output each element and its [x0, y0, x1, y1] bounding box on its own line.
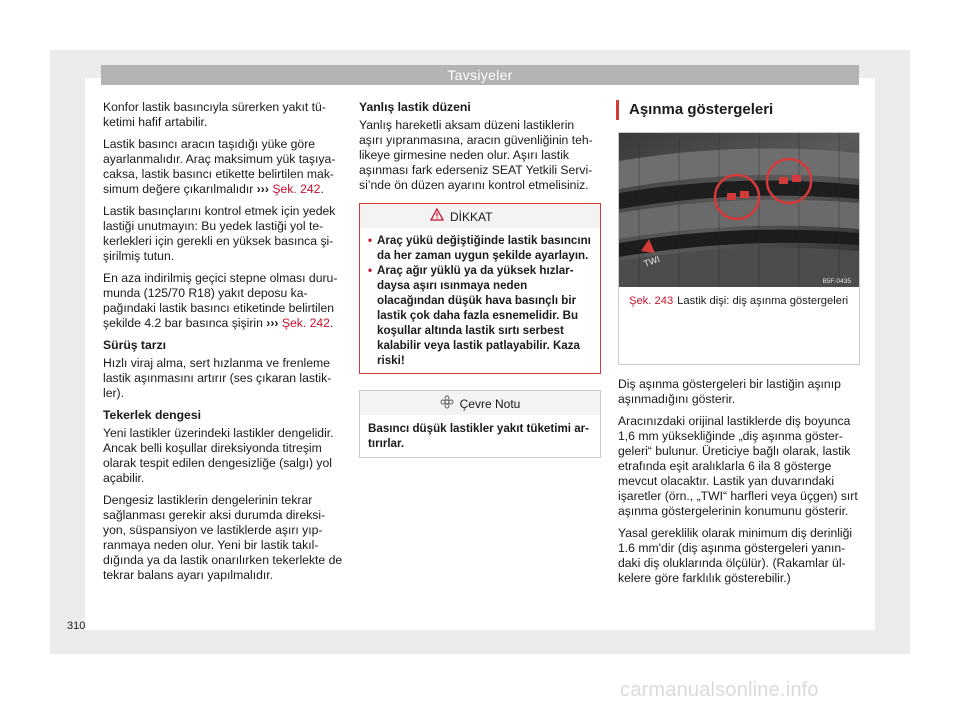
tire-tread-photo	[619, 133, 859, 287]
figure-link[interactable]: Şek. 242	[281, 316, 330, 330]
paragraph: Aracınızdaki orijinal lastiklerde diş boyunca 1,6 mm yüksekliğinde „diş aşınma göstergeleri“ bulunur. Üreticiye bağlı olarak, lastik etrafında eşit aralıklarla 6 ila 8 gösterge mevcut olacaktır. Lastik yan duvarındaki işaretler (örn., „TWI“ harfleri veya üçgen) sırt aşınma göstergelerinin konumunu gösterir.	[618, 414, 858, 518]
column-right	[618, 100, 860, 593]
paragraph: Yasal gereklilik olarak minimum diş derinliği 1.6 mm'dir (diş aşınma göstergeleri yanındaki diş oluklarında ölçülür). (Rakamlar ülkelere göre farklılık gösterebilir.)	[618, 526, 853, 585]
figure-link[interactable]: Şek. 242	[272, 182, 321, 196]
note-header	[360, 391, 600, 415]
triple-chevron-icon: ›››	[256, 182, 269, 196]
chapter-header: Tavsiyeler	[101, 65, 859, 85]
bullet-icon: •	[368, 234, 373, 247]
warning-triangle-icon	[430, 208, 444, 225]
paragraph: Hızlı viraj alma, sert hızlanma ve frenleme lastik aşınmasını artırır (ses çıkaran lastikler).	[103, 356, 332, 400]
note-text: Basıncı düşük lastikler yakıt tüketimi artırırlar.	[368, 422, 590, 450]
warning-item: • Araç yükü değiştiğinde lastik basıncını da her zaman uygun şekilde ayarlayın.	[368, 234, 591, 262]
triple-chevron-icon: ›››	[266, 316, 279, 330]
bullet-icon: •	[368, 264, 373, 277]
warning-body	[360, 228, 600, 373]
paragraph: Dengesiz lastiklerin dengelerinin tekrar sağlanması gerekir aksi durumda direksiyon, süspansiyon ve lastiklerde aşırı yıpranmaya neden olur. Yeni bir lastik takıldığında ya da lastik onarılırken tekerlekte de tekrar balans ayarı yapılmalıdır.	[103, 493, 343, 582]
subheading: Yanlış lastik düzeni	[359, 100, 471, 114]
warning-label: DİKKAT	[450, 209, 493, 224]
note-label: Çevre Notu	[459, 397, 521, 411]
warning-item: • Araç ağır yüklü ya da yüksek hızlardaysa aşırı ısınmaya neden olacağından düşük hava basınçlı bir lastik çok daha fazla esnemelidir. Bu koşullar altında lastik sırtı serbest kalabilir veya lastik patlayabilir. Kaza riski!	[368, 264, 581, 367]
column-middle	[359, 100, 601, 458]
paragraph: Yeni lastikler üzerindeki lastikler dengelidir. Ancak belli koşullar direksiyonda titreşim olarak tespit edilen dengesizliğe (salgı) yol açabilir.	[103, 426, 334, 485]
warning-header	[360, 204, 600, 228]
page-number: 310	[67, 620, 86, 632]
subheading: Sürüş tarzı	[103, 338, 166, 352]
paragraph: Lastik basıncı aracın taşıdığı yüke göre ayarlanmalıdır. Araç maksimum yük taşıyacaksa, lastik basıncı etikette belirtilen maksimum değere çıkarılmalıdır ››› Şek. 242.	[103, 137, 336, 196]
subheading: Tekerlek dengesi	[103, 408, 201, 422]
section-title: Aşınma göstergeleri	[616, 100, 860, 120]
twi-label: TWI	[642, 253, 662, 269]
watermark: carmanualsonline.info	[620, 679, 819, 701]
figure-caption: Şek. 243 Lastik dişi: diş aşınma göstergeleri	[629, 295, 849, 307]
warning-box	[359, 203, 601, 374]
figure-number: Şek. 243	[629, 295, 674, 307]
environment-note-box	[359, 390, 601, 458]
paragraph: Yanlış hareketli aksam düzeni lastiklerin aşırı yıpranmasına, aracın güvenliğinin tehlikeye girmesine neden olur. Aşırı lastik aşınması fark ederseniz SEAT Yetkili Servisi’nde ön düzen ayarını kontrol etmelisiniz.	[359, 118, 593, 192]
paragraph: Lastik basınçlarını kontrol etmek için yedek lastiği unutmayın: Bu yedek lastiği yol tekerlekleri için gerekli en yüksek basınca şişirilmiş tutun.	[103, 204, 336, 263]
paragraph: Konfor lastik basıncıyla sürerken yakıt tüketimi hafif artabilir.	[103, 100, 326, 129]
paragraph: Diş aşınma göstergeleri bir lastiğin aşınıp aşınmadığını gösterir.	[618, 377, 841, 406]
environment-flower-icon	[440, 395, 454, 413]
figure-code: B5F-0435	[822, 278, 851, 285]
paragraph: En aza indirilmiş geçici stepne olması durumunda (125/70 R18) yakıt deposu kapağındaki lastik basıncı etiketinde belirtilen şekilde 4.2 bar basınca şişirin ››› Şek. 242.	[103, 271, 338, 330]
figure-box	[618, 132, 860, 365]
column-left	[103, 100, 343, 590]
